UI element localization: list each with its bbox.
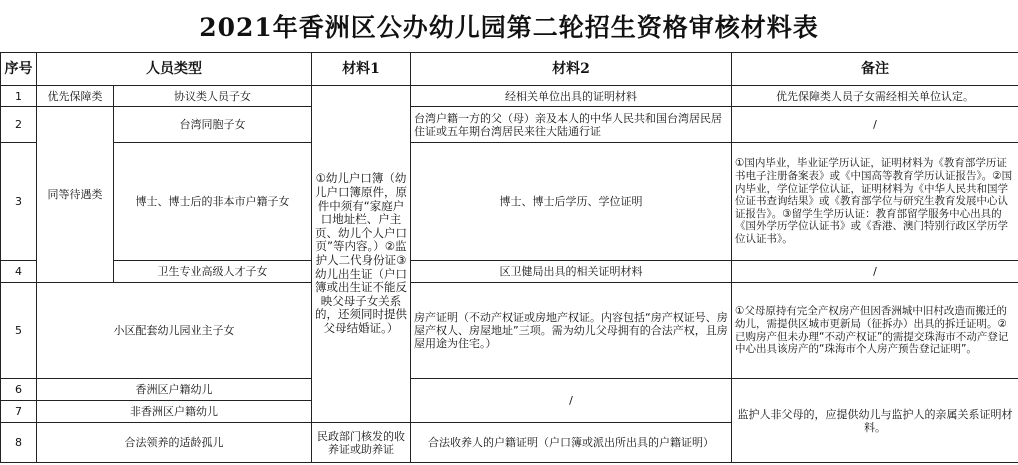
row-material2: 博士、博士后学历、学位证明 xyxy=(411,143,732,261)
row-seq: 4 xyxy=(1,261,37,283)
material1-common: ①幼儿户口簿（幼儿户口簿原件，原件中须有“家庭户口地址栏、户主页、幼儿个人户口页”等内容。）②监护人二代身份证③幼儿出生证（户口簿或出生证不能反映父母子女关系的，还须同时提供父母结婚证。） xyxy=(312,86,411,423)
row-material2: / xyxy=(411,379,732,423)
row-seq: 6 xyxy=(1,379,37,401)
row-subtype: 卫生专业高级人才子女 xyxy=(114,261,312,283)
row-note: / xyxy=(732,261,1018,283)
table-row xyxy=(1,107,1018,143)
row-seq: 7 xyxy=(1,401,37,423)
materials-table xyxy=(0,52,1018,463)
page-title: 2021年香洲区公办幼儿园第二轮招生资格审核材料表 xyxy=(199,13,819,42)
header-mat2: 材料2 xyxy=(411,53,732,86)
row-material2: 经相关单位出具的证明材料 xyxy=(411,86,732,107)
row-subtype: 协议类人员子女 xyxy=(114,86,312,107)
header-seq: 序号 xyxy=(1,53,37,86)
table-row xyxy=(1,143,1018,261)
row-subtype: 台湾同胞子女 xyxy=(114,107,312,143)
row-material2: 房产证明（不动产权证或房地产权证。内容包括“房产权证号、房屋产权人、房屋地址”三项。需为幼儿父母拥有的合法产权，且房屋用途为住宅。） xyxy=(411,283,732,379)
header-type: 人员类型 xyxy=(37,53,312,86)
row-category: 优先保障类 xyxy=(37,86,114,107)
table-row xyxy=(1,283,1018,379)
row-material2: 合法收养人的户籍证明（户口簿或派出所出具的户籍证明） xyxy=(411,423,732,463)
row-seq: 5 xyxy=(1,283,37,379)
row-note: 优先保障类人员子女需经相关单位认定。 xyxy=(732,86,1018,107)
table-header-row xyxy=(1,53,1018,86)
row-seq: 8 xyxy=(1,423,37,463)
table-row xyxy=(1,379,1018,401)
row-type: 非香洲区户籍幼儿 xyxy=(37,401,312,423)
header-mat1: 材料1 xyxy=(312,53,411,86)
row-note: ①国内毕业，毕业证学历认证，证明材料为《教育部学历证书电子注册备案表》或《中国高等教育学历认证报告》。②国内毕业，学位证学位认证，证明材料为《中华人民共和国学位证书查询结果》或《教育部学位与研究生教育发展中心认证报告》。③留学生学历认证：教育部留学服务中心出具的《国外学历学位认证书》或《香港、澳门特别行政区学历学位认证书》。 xyxy=(732,143,1018,261)
table-row xyxy=(1,261,1018,283)
row-seq: 1 xyxy=(1,86,37,107)
row-subtype: 博士、博士后的非本市户籍子女 xyxy=(114,143,312,261)
row-note: / xyxy=(732,107,1018,143)
row-type: 合法领养的适龄孤儿 xyxy=(37,423,312,463)
row-note: ①父母原持有完全产权房产但因香洲城中旧村改造而搬迁的幼儿，需提供区城市更新局（征拆办）出具的拆迁证明。②已购房产但未办理“不动产权证”的需提交珠海市不动产登记中心出具该房产的“珠海市个人房产预告登记证明”。 xyxy=(732,283,1018,379)
row-type: 小区配套幼儿园业主子女 xyxy=(37,283,312,379)
row-material2: 台湾户籍一方的父（母）亲及本人的中华人民共和国台湾居民居住证或五年期台湾居民来往大陆通行证 xyxy=(411,107,732,143)
row-material2: 区卫健局出具的相关证明材料 xyxy=(411,261,732,283)
row-type: 香洲区户籍幼儿 xyxy=(37,379,312,401)
header-note: 备注 xyxy=(732,53,1018,86)
table-row xyxy=(1,86,1018,107)
row-material1: 民政部门核发的收养证或助养证 xyxy=(312,423,411,463)
row-note: 监护人非父母的，应提供幼儿与监护人的亲属关系证明材料。 xyxy=(732,379,1018,463)
row-category: 同等待遇类 xyxy=(37,107,114,283)
row-seq: 2 xyxy=(1,107,37,143)
row-seq: 3 xyxy=(1,143,37,261)
